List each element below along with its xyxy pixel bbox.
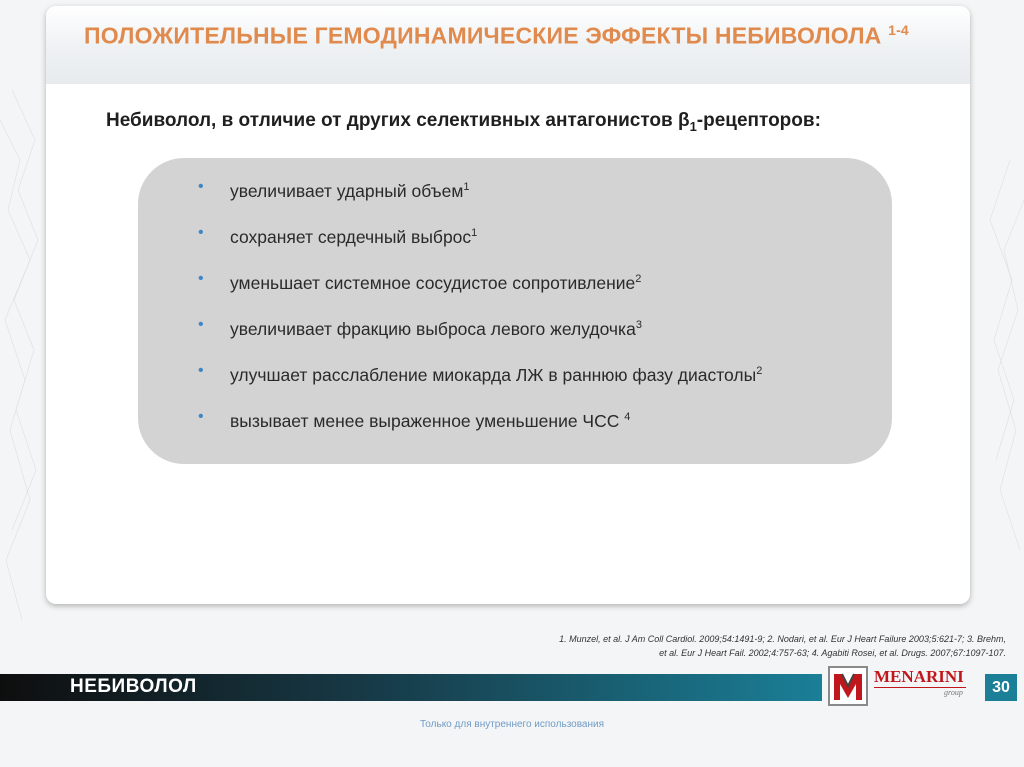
bullet-ref: 4 xyxy=(624,411,631,423)
bullet-icon: • xyxy=(198,316,204,333)
list-item xyxy=(198,356,762,402)
bullet-text: вызывает менее выраженное уменьшение ЧСС xyxy=(230,410,625,431)
references xyxy=(406,632,1006,660)
effects-list xyxy=(198,172,762,448)
bullet-icon: • xyxy=(198,270,204,287)
bullet-ref: 2 xyxy=(635,273,642,285)
list-item xyxy=(198,310,762,356)
subtitle-text-start: Небиволол, в отличие от других селективных антагонистов β xyxy=(106,110,690,131)
bullet-ref: 2 xyxy=(756,365,763,377)
bullet-icon: • xyxy=(198,362,204,379)
effects-box xyxy=(138,158,892,464)
slide-card xyxy=(46,6,970,604)
reference-line: et al. Eur J Heart Fail. 2002;4:757-63; 4. Agabiti Rosei, et al. Drugs. 2007;67:1097-107. xyxy=(659,648,1006,658)
bullet-text: улучшает расслабление миокарда ЛЖ в раннюю фазу диастолы xyxy=(230,364,757,385)
footer-brand-label: НЕБИВОЛОЛ xyxy=(70,676,197,697)
bullet-text: уменьшает системное сосудистое сопротивление xyxy=(230,272,636,293)
footer-bar xyxy=(0,674,822,701)
slide-title-text: ПОЛОЖИТЕЛЬНЫЕ ГЕМОДИНАМИЧЕСКИЕ ЭФФЕКТЫ НЕБИВОЛОЛА xyxy=(84,22,882,49)
slide-title xyxy=(84,22,909,50)
internal-use-note: Только для внутреннего использования xyxy=(419,719,605,730)
bullet-ref: 1 xyxy=(463,181,470,193)
menarini-logo xyxy=(826,664,976,708)
list-item xyxy=(198,264,762,310)
bullet-text: увеличивает фракцию выброса левого желудочка xyxy=(230,318,636,339)
bullet-icon: • xyxy=(198,408,204,425)
bullet-ref: 3 xyxy=(635,319,642,331)
logo-group-text: group xyxy=(944,688,963,697)
menarini-logo-icon xyxy=(828,666,868,706)
bullet-icon: • xyxy=(198,224,204,241)
bullet-ref: 1 xyxy=(471,227,478,239)
reference-line: 1. Munzel, et al. J Am Coll Cardiol. 2009;54:1491-9; 2. Nodari, et al. Eur J Heart Failure 2003;5:621-7; 3. Brehm, xyxy=(559,634,1006,644)
slide-subtitle xyxy=(106,110,821,132)
list-item xyxy=(198,172,762,218)
logo-text: MENARINI xyxy=(874,667,964,686)
list-item xyxy=(198,218,762,264)
subtitle-text-end: -рецепторов: xyxy=(696,110,821,131)
page-number: 30 xyxy=(985,674,1017,701)
bullet-text: сохраняет сердечный выброс xyxy=(230,226,472,247)
list-item xyxy=(198,402,762,448)
subtitle-subscript: 1 xyxy=(689,119,697,134)
slide-title-ref: 1-4 xyxy=(888,22,909,38)
bullet-text: увеличивает ударный объем xyxy=(230,180,464,201)
bullet-icon: • xyxy=(198,178,204,195)
